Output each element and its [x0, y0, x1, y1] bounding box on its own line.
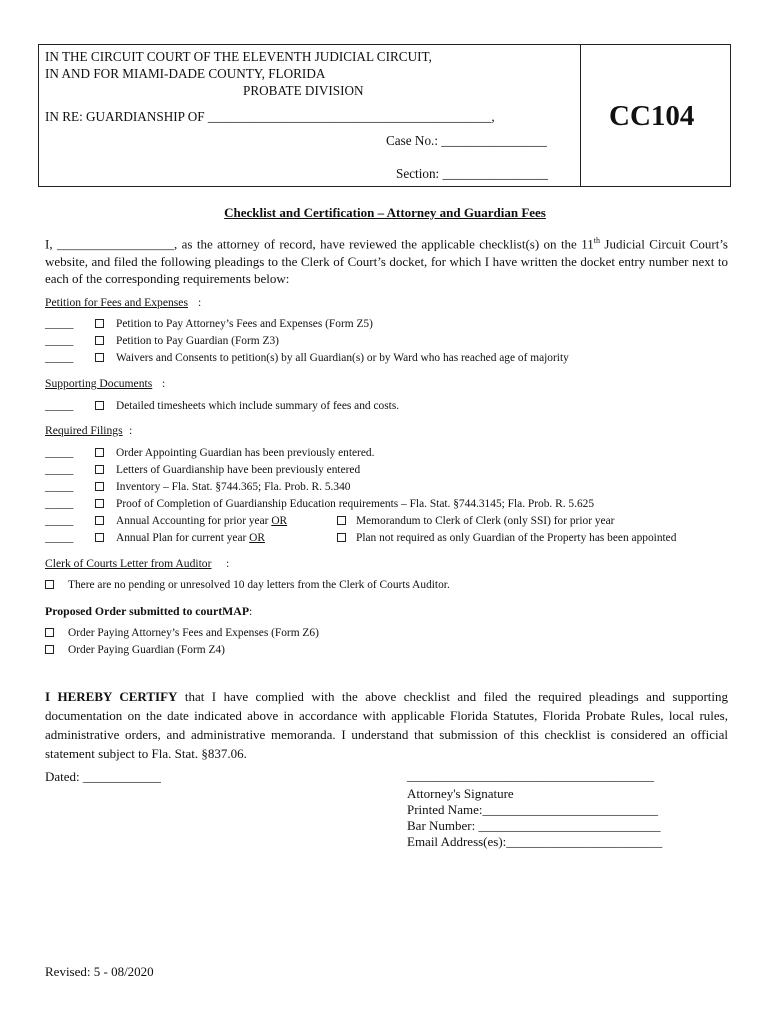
certification-paragraph: I HEREBY CERTIFY that I have complied with the above checklist and filed the required pleadings and supporting documentation on the date indicated above in accordance with applicable Florida Statutes, Florida Probate Rules, local rules, administrative orders, and administrative memoranda. I understand that submission of this checklist is considered an official statement subject to Fla. Stat. §837.06.: [45, 689, 729, 761]
checkbox[interactable]: [337, 533, 346, 542]
in-re-line: IN RE: GUARDIANSHIP OF ___________________________________________,: [45, 109, 495, 124]
checkbox[interactable]: [95, 499, 104, 508]
bar-number-field[interactable]: Bar Number: ____________________________: [407, 818, 661, 833]
checkbox[interactable]: [95, 465, 104, 474]
list-item: _____ Proof of Completion of Guardianship Education requirements – Fla. Stat. §744.3145; Fla. Prob. R. 5.625: [45, 498, 595, 510]
checkbox[interactable]: [45, 580, 54, 589]
required-heading-colon: :: [129, 424, 133, 437]
signature-line[interactable]: ______________________________________: [407, 768, 654, 783]
list-item: _____ Order Appointing Guardian has been previously entered.: [45, 447, 375, 459]
supporting-heading-colon: :: [162, 377, 166, 390]
section-number: Section: ________________: [396, 166, 549, 181]
case-number: Case No.: ________________: [386, 133, 547, 148]
checkbox[interactable]: [95, 533, 104, 542]
checkbox[interactable]: [45, 628, 54, 637]
list-item: _____ Annual Plan for current year OR: [45, 532, 265, 544]
page-title: Checklist and Certification – Attorney and Guardian Fees: [224, 205, 546, 220]
list-item: There are no pending or unresolved 10 day letters from the Clerk of Courts Auditor.: [45, 579, 450, 591]
list-item: Memorandum to Clerk of Clerk (only SSI) for prior year: [337, 515, 614, 527]
intro-paragraph: I, __________________, as the attorney of record, have reviewed the applicable checklist(s) on the 11th Judicial Circuit Court’s website, and filed the following pleadings to the Clerk of Court’s docket, for which I have written the docket entry number next to each of the corresponding requirements below:: [45, 236, 728, 287]
form-code: CC104: [609, 100, 695, 132]
checkbox[interactable]: [45, 645, 54, 654]
list-item: Plan not required as only Guardian of the Property has been appointed: [337, 532, 676, 544]
list-item: _____ Petition to Pay Guardian (Form Z3): [45, 335, 279, 347]
division: PROBATE DIVISION: [243, 83, 364, 98]
list-item: _____ Waivers and Consents to petition(s) by all Guardian(s) or by Ward who has reached age of majority: [45, 352, 569, 364]
revision-footer: Revised: 5 - 08/2020: [45, 964, 154, 979]
checkbox[interactable]: [95, 482, 104, 491]
checkbox[interactable]: [95, 448, 104, 457]
clerk-heading-colon: :: [226, 557, 230, 570]
required-heading: Required Filings: [45, 424, 123, 437]
petition-heading-colon: :: [198, 296, 202, 309]
list-item: Order Paying Guardian (Form Z4): [45, 644, 225, 656]
list-item: _____ Petition to Pay Attorney’s Fees and Expenses (Form Z5): [45, 318, 373, 330]
checkbox[interactable]: [95, 353, 104, 362]
email-field[interactable]: Email Address(es):________________________: [407, 834, 663, 849]
checkbox[interactable]: [95, 336, 104, 345]
signature-label: Attorney's Signature: [407, 786, 514, 801]
checkbox[interactable]: [95, 319, 104, 328]
petition-heading: Petition for Fees and Expenses: [45, 296, 188, 309]
proposed-heading: Proposed Order submitted to courtMAP:: [45, 604, 253, 618]
printed-name-field[interactable]: Printed Name:___________________________: [407, 802, 658, 817]
checkbox[interactable]: [95, 401, 104, 410]
list-item: Order Paying Attorney’s Fees and Expenses (Form Z6): [45, 627, 319, 639]
dated-field[interactable]: Dated: ____________: [45, 769, 161, 784]
court-line-2: IN AND FOR MIAMI-DADE COUNTY, FLORIDA: [45, 66, 326, 81]
court-line-1: IN THE CIRCUIT COURT OF THE ELEVENTH JUDICIAL CIRCUIT,: [45, 49, 432, 64]
list-item: _____ Detailed timesheets which include summary of fees and costs.: [45, 400, 400, 412]
list-item: _____ Inventory – Fla. Stat. §744.365; Fla. Prob. R. 5.340: [45, 481, 351, 493]
header-divider: [580, 44, 581, 187]
checkbox[interactable]: [337, 516, 346, 525]
checkbox[interactable]: [95, 516, 104, 525]
clerk-heading: Clerk of Courts Letter from Auditor: [45, 557, 212, 570]
supporting-heading: Supporting Documents: [45, 377, 153, 390]
list-item: _____ Annual Accounting for prior year OR: [45, 515, 288, 527]
list-item: _____ Letters of Guardianship have been previously entered: [45, 464, 361, 476]
